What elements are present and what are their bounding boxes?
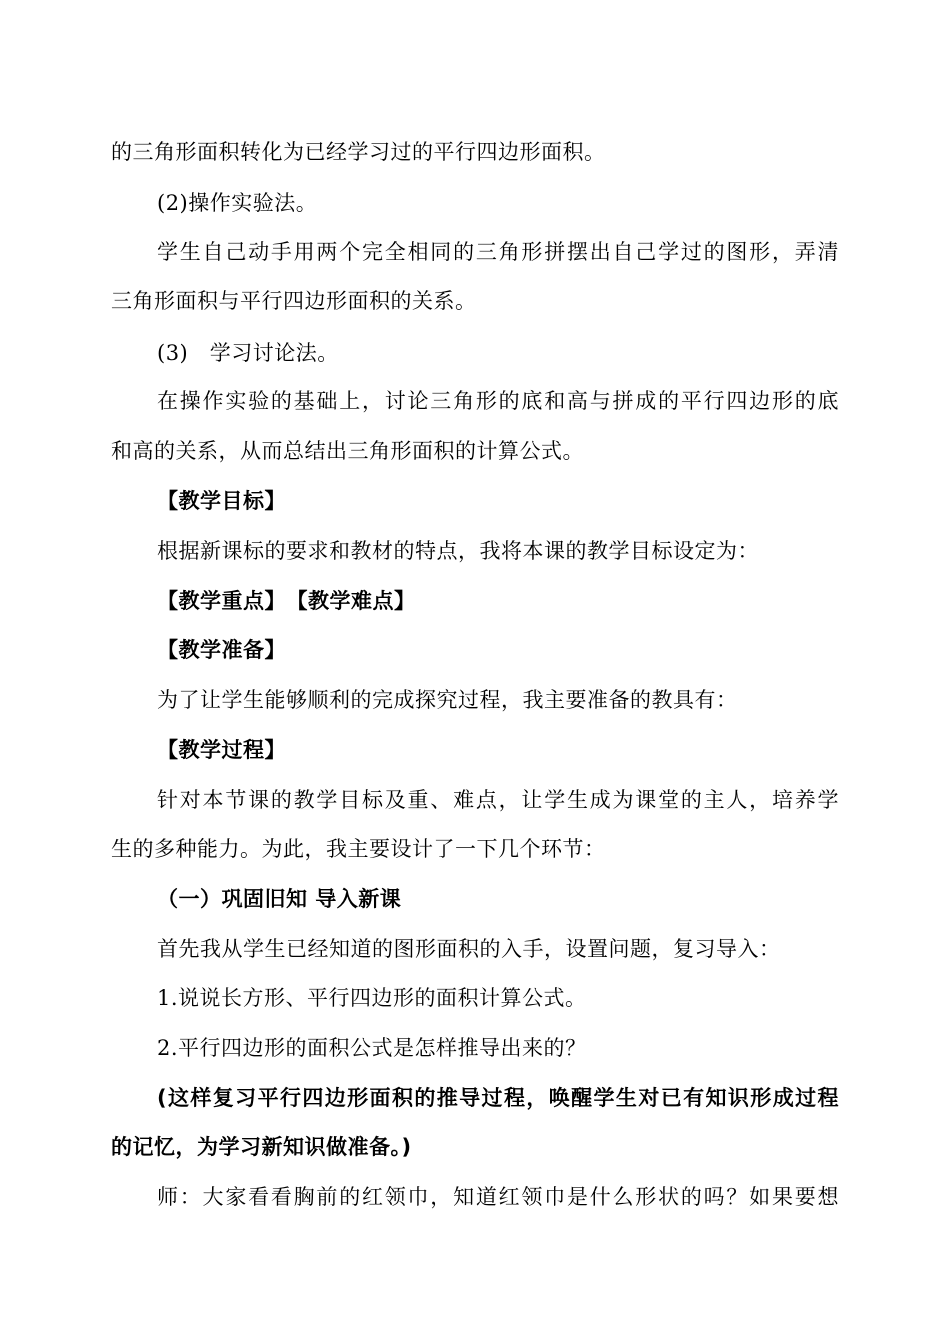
section-heading-process: 【教学过程】	[157, 738, 286, 762]
section-heading-goals: 【教学目标】	[157, 489, 286, 513]
paragraph-line: 师：大家看看胸前的红领巾，知道红领巾是什么形状的吗？如果要想	[157, 1185, 839, 1209]
list-item: 1.说说长方形、平行四边形的面积计算公式。	[157, 986, 587, 1010]
paragraph-line: 根据新课标的要求和教材的特点，我将本课的教学目标设定为：	[157, 539, 759, 563]
note-line: 的记忆，为学习新知识做准备。)	[111, 1135, 412, 1159]
method-heading-2: (2)操作实验法。	[157, 191, 318, 215]
method-heading-3: (3) 学习讨论法。	[157, 341, 339, 365]
paragraph-line: 首先我从学生已经知道的图形面积的入手，设置问题，复习导入：	[157, 937, 781, 961]
paragraph-line: 和高的关系，从而总结出三角形面积的计算公式。	[111, 439, 584, 463]
paragraph-line: 为了让学生能够顺利的完成探究过程，我主要准备的教具有：	[157, 688, 738, 712]
paragraph-line: 在操作实验的基础上，讨论三角形的底和高与拼成的平行四边形的底	[157, 389, 839, 413]
paragraph-line: 生的多种能力。为此，我主要设计了一下几个环节：	[111, 837, 606, 861]
paragraph-line: 的三角形面积转化为已经学习过的平行四边形面积。	[111, 140, 606, 164]
note-line: (这样复习平行四边形面积的推导过程，唤醒学生对已有知识形成过程	[157, 1086, 839, 1110]
paragraph-line: 针对本节课的教学目标及重、难点，让学生成为课堂的主人，培养学	[157, 788, 839, 812]
section-heading-preparation: 【教学准备】	[157, 638, 286, 662]
subsection-heading: （一）巩固旧知 导入新课	[157, 887, 402, 911]
paragraph-line: 学生自己动手用两个完全相同的三角形拼摆出自己学过的图形，弄清	[157, 240, 839, 264]
list-item: 2.平行四边形的面积公式是怎样推导出来的？	[157, 1036, 587, 1060]
paragraph-line: 三角形面积与平行四边形面积的关系。	[111, 289, 477, 313]
section-heading-key-points: 【教学重点】 【教学难点】	[157, 589, 416, 613]
